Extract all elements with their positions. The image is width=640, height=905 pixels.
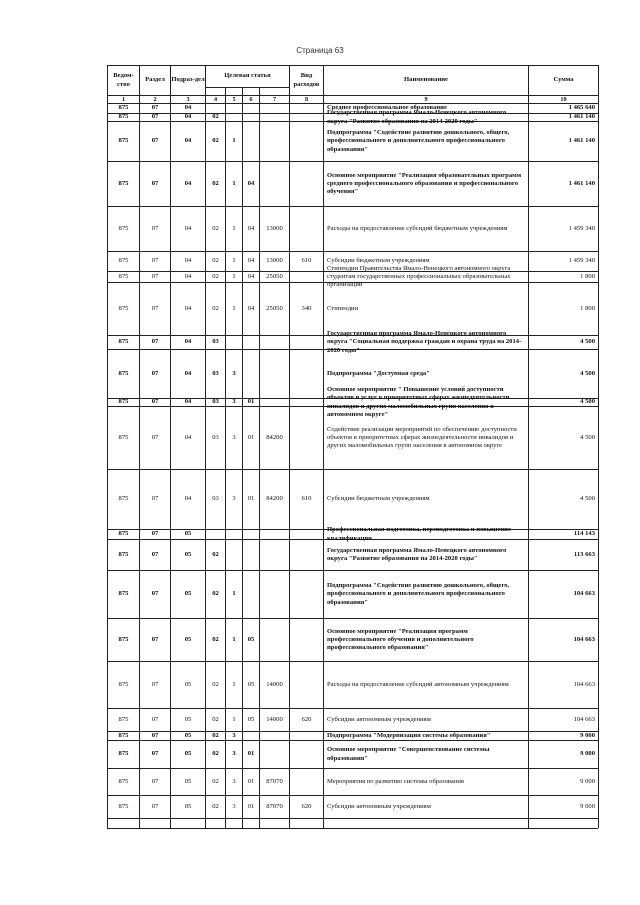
column-separator <box>598 65 599 828</box>
header-exptype: Вид расходов <box>293 72 320 88</box>
column-number: 1 <box>121 95 126 103</box>
dept-cell: 875 <box>118 398 129 406</box>
section-cell: 07 <box>151 530 159 538</box>
target-program-cell: 02 <box>212 272 219 280</box>
subsection-cell: 04 <box>184 113 192 121</box>
section-cell: 07 <box>151 550 159 558</box>
exptype-cell <box>290 769 323 795</box>
name-cell: Субсидии автономным учреждениям <box>327 802 431 810</box>
section-cell: 07 <box>151 433 159 441</box>
subsection-cell: 04 <box>184 272 192 280</box>
target-event-cell <box>243 571 259 618</box>
name-cell: Государственная программа Ямало-Ненецкого автономного округа "Социальная поддержка граждан и охрана труда на 2014-2020 годы" <box>327 330 522 354</box>
target-direction-cell <box>260 399 289 406</box>
target-direction-cell <box>260 122 289 161</box>
target-program-cell: 03 <box>212 338 219 346</box>
target-event-cell <box>243 336 259 349</box>
subsection-cell: 04 <box>184 179 192 187</box>
target-event-cell: 05 <box>247 635 255 643</box>
target-event-cell: 01 <box>247 433 255 441</box>
subsection-cell: 05 <box>184 680 192 688</box>
target-event-cell: 01 <box>247 777 255 785</box>
dept-cell: 875 <box>118 680 129 688</box>
section-cell: 07 <box>151 113 159 121</box>
name-cell: Среднее профессиональное образование <box>327 104 447 112</box>
target-event-cell: 04 <box>247 304 255 312</box>
name-cell: Содействие реализации мероприятий по обеспечению доступности объектов в приоритетных сферах жизнедеятельности инвалидов и других маломобильных групп населения в автономном округе <box>327 425 517 450</box>
dept-cell: 875 <box>118 338 129 346</box>
subsection-cell: 04 <box>184 137 192 145</box>
exptype-cell: 610 <box>301 495 312 503</box>
target-subprogram-cell: 1 <box>232 137 236 145</box>
name-cell: Основное мероприятие "Совершенствование системы образования" <box>327 746 490 762</box>
dept-cell: 875 <box>118 495 129 503</box>
exptype-cell <box>290 540 323 570</box>
target-subprogram-cell: 3 <box>232 802 236 810</box>
exptype-cell <box>290 571 323 618</box>
target-subprogram-cell: 1 <box>232 590 236 598</box>
exptype-cell <box>290 336 323 349</box>
target-direction-cell <box>260 162 289 206</box>
target-event-cell: 04 <box>247 257 255 265</box>
section-cell: 07 <box>151 777 159 785</box>
header-dept: Ведом-ство <box>113 72 134 88</box>
dept-cell: 875 <box>118 304 129 312</box>
header-subsection: Подраз-дел <box>171 76 205 84</box>
header-sum: Сумма <box>553 76 574 84</box>
table-bottom-border <box>107 828 598 829</box>
exptype-cell <box>290 162 323 206</box>
section-cell: 07 <box>151 398 159 406</box>
name-cell: Государственная программа Ямало-Ненецкого автономного округа "Развитие образования на 2014-2020 годы" <box>327 109 507 125</box>
exptype-cell: 620 <box>301 802 312 810</box>
target-subprogram-cell: 3 <box>232 495 236 503</box>
target-direction-cell: 87070 <box>266 777 283 785</box>
section-cell: 07 <box>151 590 159 598</box>
target-program-cell: 02 <box>212 777 219 785</box>
target-program-cell: 02 <box>212 802 219 810</box>
header-target: Целевая статья <box>224 72 271 80</box>
target-program-cell: 02 <box>212 137 219 145</box>
target-event-cell: 04 <box>247 179 255 187</box>
name-cell: Субсидии автономным учреждениям <box>327 715 431 723</box>
section-cell: 07 <box>151 715 159 723</box>
subsection-cell: 04 <box>184 433 192 441</box>
name-cell: Основное мероприятие "Реализация программ профессионального обучения и дополнительного профессионального образования" <box>327 627 474 652</box>
target-direction-cell <box>260 571 289 618</box>
name-cell: Профессиональная подготовка, переподготовка и повышение квалификации <box>327 526 511 542</box>
target-subheader-line <box>205 87 289 88</box>
target-event-cell: 01 <box>247 495 255 503</box>
target-program-cell: 02 <box>212 550 219 558</box>
section-cell: 07 <box>151 680 159 688</box>
sum-cell: 9 000 <box>580 802 595 810</box>
exptype-cell: 610 <box>301 257 312 265</box>
dept-cell: 875 <box>118 635 129 643</box>
header-section: Раздел <box>145 76 165 84</box>
exptype-cell <box>290 662 323 708</box>
target-program-cell: 03 <box>212 369 219 377</box>
target-program-cell: 02 <box>212 304 219 312</box>
sum-cell: 1 459 340 <box>568 224 595 232</box>
target-direction-cell: 13000 <box>266 257 283 265</box>
column-number: 4 <box>213 95 218 103</box>
target-direction-cell <box>260 114 289 121</box>
target-subprogram-cell: 1 <box>232 257 236 265</box>
sum-cell: 113 663 <box>573 550 595 558</box>
name-cell: Основное мероприятие "Реализация образовательных программ среднего профессионального образования и профессионального обучения" <box>327 171 522 196</box>
target-program-cell: 02 <box>212 590 219 598</box>
subsection-cell: 05 <box>184 777 192 785</box>
exptype-cell <box>290 407 323 469</box>
target-event-cell <box>243 530 259 539</box>
subsection-cell: 04 <box>184 398 192 406</box>
target-subprogram-cell: 1 <box>232 272 236 280</box>
target-subprogram-cell: 3 <box>232 369 236 377</box>
sum-cell: 1 800 <box>580 304 595 312</box>
target-direction-cell: 87070 <box>266 802 283 810</box>
target-direction-cell <box>260 350 289 398</box>
sum-cell: 4 500 <box>580 369 595 377</box>
sum-cell: 104 663 <box>573 715 595 723</box>
target-event-cell: 01 <box>247 398 255 406</box>
name-cell: Стипендии Правительства Ямало-Ненецкого автономного округа студентам государственных профессиональных образовательных организаций <box>327 264 511 289</box>
name-cell: Основное мероприятие " Повышение условий доступности объектов и услуг в приоритетных сферах жизнедеятельности инвалидов и других маломобильных групп населения в автономном округе" <box>327 386 510 418</box>
column-number: 9 <box>424 95 428 103</box>
target-direction-cell: 84200 <box>266 495 283 503</box>
section-cell: 07 <box>151 338 159 346</box>
row-separator <box>107 818 598 819</box>
sum-cell: 1 459 340 <box>568 257 595 265</box>
dept-cell: 875 <box>118 731 129 739</box>
target-direction-cell <box>260 336 289 349</box>
target-event-cell <box>243 540 259 570</box>
target-event-cell <box>243 104 259 113</box>
name-cell: Государственная программа Ямало-Ненецкого автономного округа "Развитие образования на 2014-2020 годы" <box>327 546 507 562</box>
name-cell: Мероприятия по развитию системы образования <box>327 777 464 785</box>
dept-cell: 875 <box>118 369 129 377</box>
target-direction-cell: 14000 <box>266 680 283 688</box>
exptype-cell <box>290 399 323 406</box>
sum-cell: 104 663 <box>573 680 595 688</box>
target-program-cell: 02 <box>212 750 219 758</box>
dept-cell: 875 <box>118 272 129 280</box>
subsection-cell: 04 <box>184 104 192 112</box>
page-header: Страница 63 <box>296 46 344 55</box>
target-program-cell <box>206 104 225 113</box>
name-cell: Расходы на предоставление субсидий автономным учреждениям <box>327 680 509 688</box>
dept-cell: 875 <box>118 750 129 758</box>
target-subprogram-cell: 1 <box>232 635 236 643</box>
subsection-cell: 05 <box>184 530 192 538</box>
dept-cell: 875 <box>118 179 129 187</box>
subsection-cell: 04 <box>184 304 192 312</box>
target-program-cell: 03 <box>212 398 219 406</box>
target-event-cell: 01 <box>247 802 255 810</box>
subsection-cell: 04 <box>184 338 192 346</box>
target-direction-cell <box>260 619 289 661</box>
target-program-cell: 02 <box>212 179 219 187</box>
column-number: 8 <box>304 95 309 103</box>
dept-cell: 875 <box>118 224 129 232</box>
exptype-cell <box>290 741 323 768</box>
exptype-cell: 620 <box>301 715 312 723</box>
target-subprogram-cell: 3 <box>232 777 236 785</box>
target-program-cell: 02 <box>212 715 219 723</box>
name-cell: Субсидии бюджетным учреждениям <box>327 495 430 503</box>
target-program-cell: 02 <box>212 731 219 739</box>
header-name: Наименование <box>404 76 448 84</box>
target-subprogram-cell <box>226 540 242 570</box>
subsection-cell: 04 <box>184 495 192 503</box>
target-program-cell: 02 <box>212 257 219 265</box>
section-cell: 07 <box>151 731 159 739</box>
name-cell: Стипендии <box>327 304 359 312</box>
subsection-cell: 05 <box>184 731 192 739</box>
target-direction-cell: 84200 <box>266 433 283 441</box>
column-number: 2 <box>153 95 157 103</box>
sum-cell: 1 461 140 <box>568 179 595 187</box>
section-cell: 07 <box>151 635 159 643</box>
dept-cell: 875 <box>118 433 129 441</box>
sum-cell: 1 800 <box>580 272 595 280</box>
sum-cell: 1 461 140 <box>568 137 595 145</box>
sum-cell: 4 500 <box>580 433 595 441</box>
target-direction-cell: 25050 <box>266 304 283 312</box>
dept-cell: 875 <box>118 257 129 265</box>
section-cell: 07 <box>151 137 159 145</box>
sum-cell: 1 461 140 <box>568 113 595 121</box>
column-number: 7 <box>272 95 277 103</box>
target-subprogram-cell: 1 <box>232 680 236 688</box>
column-number: 6 <box>249 95 253 103</box>
target-event-cell: 01 <box>247 750 255 758</box>
target-subprogram-cell: 3 <box>232 731 236 739</box>
target-direction-cell <box>260 732 289 740</box>
sum-cell: 9 000 <box>580 731 595 739</box>
dept-cell: 875 <box>118 715 129 723</box>
subsection-cell: 04 <box>184 257 192 265</box>
target-direction-cell: 25050 <box>266 272 283 280</box>
dept-cell: 875 <box>118 113 129 121</box>
target-direction-cell <box>260 530 289 539</box>
subsection-cell: 05 <box>184 635 192 643</box>
sum-cell: 4 500 <box>580 495 595 503</box>
name-cell: Субсидии бюджетным учреждениям <box>327 257 430 265</box>
section-cell: 07 <box>151 179 159 187</box>
sum-cell: 114 143 <box>573 530 595 538</box>
sum-cell: 4 500 <box>580 398 595 406</box>
target-program-cell: 02 <box>212 680 219 688</box>
section-cell: 07 <box>151 369 159 377</box>
exptype-cell <box>290 350 323 398</box>
subsection-cell: 04 <box>184 224 192 232</box>
section-cell: 07 <box>151 104 159 112</box>
section-cell: 07 <box>151 224 159 232</box>
subsection-cell: 05 <box>184 590 192 598</box>
name-cell: Подпрограмма "Доступная среда" <box>327 369 430 377</box>
dept-cell: 875 <box>118 104 129 112</box>
dept-cell: 875 <box>118 777 129 785</box>
subsection-cell: 05 <box>184 802 192 810</box>
section-cell: 07 <box>151 304 159 312</box>
target-subprogram-cell: 1 <box>232 304 236 312</box>
sum-cell: 9 000 <box>580 750 595 758</box>
exptype-cell <box>290 619 323 661</box>
target-event-cell: 04 <box>247 224 255 232</box>
name-cell: Подпрограмма "Модернизация системы образования" <box>327 731 491 739</box>
sum-cell: 104 663 <box>573 635 595 643</box>
section-cell: 07 <box>151 802 159 810</box>
section-cell: 07 <box>151 257 159 265</box>
exptype-cell <box>290 122 323 161</box>
target-event-cell: 04 <box>247 272 255 280</box>
exptype-cell <box>290 207 323 251</box>
column-number: 10 <box>560 95 567 103</box>
target-event-cell: 05 <box>247 680 255 688</box>
sum-cell: 104 663 <box>573 590 595 598</box>
target-event-cell <box>243 732 259 740</box>
target-event-cell <box>243 122 259 161</box>
section-cell: 07 <box>151 272 159 280</box>
target-subprogram-cell <box>226 104 242 113</box>
target-subprogram-cell <box>226 114 242 121</box>
target-event-cell <box>243 114 259 121</box>
exptype-cell: 340 <box>301 304 312 312</box>
target-subprogram-cell: 1 <box>232 715 236 723</box>
subsection-cell: 04 <box>184 369 192 377</box>
exptype-cell <box>290 104 323 113</box>
target-program-cell: 02 <box>212 224 219 232</box>
target-program-cell: 02 <box>212 113 219 121</box>
dept-cell: 875 <box>118 802 129 810</box>
target-subprogram-cell: 3 <box>232 750 236 758</box>
exptype-cell <box>290 272 323 282</box>
dept-cell: 875 <box>118 590 129 598</box>
subsection-cell: 05 <box>184 550 192 558</box>
target-subprogram-cell: 1 <box>232 224 236 232</box>
subsection-cell: 05 <box>184 750 192 758</box>
target-direction-cell: 14000 <box>266 715 283 723</box>
exptype-cell <box>290 114 323 121</box>
name-cell: Подпрограмма "Содействие развитию дошкольного, общего, профессионального и дополнительного профессионального образования" <box>327 582 510 606</box>
target-subprogram-cell <box>226 336 242 349</box>
dept-cell: 875 <box>118 137 129 145</box>
column-number: 5 <box>232 95 236 103</box>
name-cell: Подпрограмма "Содействие развитию дошкольного, общего, профессионального и дополнительного профессионального образования" <box>327 129 510 153</box>
subsection-cell: 05 <box>184 715 192 723</box>
target-program-cell: 02 <box>212 635 219 643</box>
target-subprogram-cell: 3 <box>232 398 236 406</box>
target-subprogram-cell: 1 <box>232 179 236 187</box>
sum-cell: 9 000 <box>580 777 595 785</box>
dept-cell: 875 <box>118 530 129 538</box>
column-number: 3 <box>186 95 190 103</box>
target-event-cell: 05 <box>247 715 255 723</box>
target-direction-cell <box>260 741 289 768</box>
section-cell: 07 <box>151 750 159 758</box>
target-program-cell: 03 <box>212 433 219 441</box>
sum-cell: 4 500 <box>580 338 595 346</box>
exptype-cell <box>290 732 323 740</box>
dept-cell: 875 <box>118 550 129 558</box>
target-program-cell: 03 <box>212 495 219 503</box>
target-subprogram-cell <box>226 530 242 539</box>
sum-cell: 1 465 640 <box>568 104 595 112</box>
target-direction-cell <box>260 540 289 570</box>
target-direction-cell: 13000 <box>266 224 283 232</box>
target-subprogram-cell: 3 <box>232 433 236 441</box>
target-program-cell <box>206 530 225 539</box>
section-cell: 07 <box>151 495 159 503</box>
name-cell: Расходы на предоставление субсидий бюджетным учреждениям <box>327 224 508 232</box>
target-direction-cell <box>260 104 289 113</box>
exptype-cell <box>290 530 323 539</box>
target-event-cell <box>243 350 259 398</box>
